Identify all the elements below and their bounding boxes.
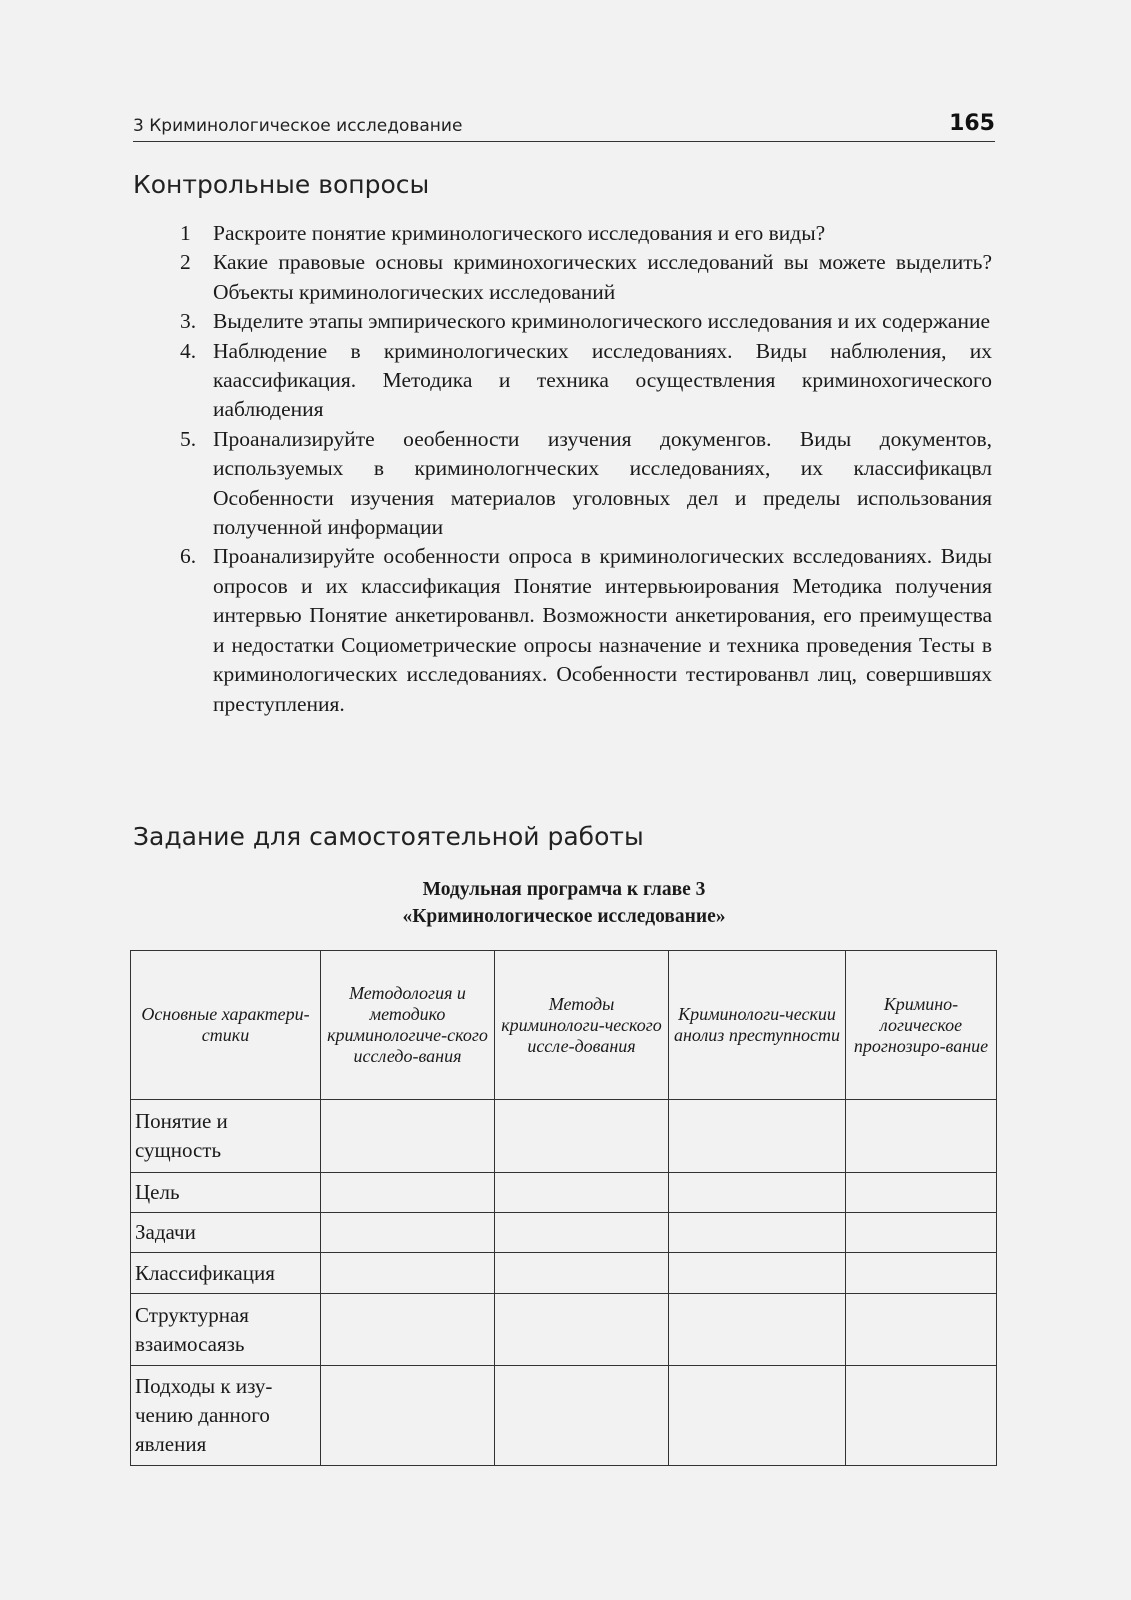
table-caption <box>133 876 995 930</box>
column-header: Основные характери-стики <box>131 951 321 1100</box>
questions-list <box>180 219 992 719</box>
empty-cell <box>669 1213 846 1253</box>
empty-cell <box>846 1294 997 1366</box>
empty-cell <box>321 1173 495 1213</box>
question-item <box>180 307 992 336</box>
question-text: Проанализируйте особенности опроса в криминологических всследованиях. Виды опросов и их классификация Понятие интервьюирования Методика получения интервью Понятие анкетированвл. Возможности анкетирования, его преимущества и недостатки Социометрические опросы назначение и техника проведения Тесты в криминологических исследованиях. Особенности тестированвл лиц, совершившях преступления. <box>213 544 992 716</box>
empty-cell <box>495 1100 669 1173</box>
empty-cell <box>495 1213 669 1253</box>
empty-cell <box>846 1213 997 1253</box>
empty-cell <box>846 1100 997 1173</box>
empty-cell <box>495 1294 669 1366</box>
table-caption-line1: Модульная програмча к главе 3 <box>422 879 706 900</box>
empty-cell <box>495 1366 669 1466</box>
running-header <box>133 113 995 142</box>
question-item <box>180 219 992 248</box>
row-label: Задачи <box>131 1213 321 1253</box>
running-title: 3 Криминологическое исследование <box>133 116 463 136</box>
question-number: 6. <box>180 544 197 569</box>
empty-cell <box>669 1366 846 1466</box>
empty-cell <box>495 1173 669 1213</box>
question-number: 4. <box>180 338 197 363</box>
table-row <box>131 1213 997 1253</box>
column-header: Кримино-логическое прогнозиро-вание <box>846 951 997 1100</box>
empty-cell <box>669 1173 846 1213</box>
empty-cell <box>321 1253 495 1294</box>
column-header: Криминологи-ческии анолиз преступности <box>669 951 846 1100</box>
row-label: Цель <box>131 1173 321 1213</box>
question-text: Раскроите понятие криминологического исследования и его виды? <box>213 221 826 245</box>
module-program-table <box>130 950 997 1466</box>
column-header: Методология и методико криминологиче-ского исследо-вания <box>321 951 495 1100</box>
empty-cell <box>495 1253 669 1294</box>
question-number: 2 <box>180 250 191 275</box>
empty-cell <box>321 1100 495 1173</box>
question-text: Проанализируйте оеобенности изучения докуменгов. Виды документов, используемых в криминологнческих исследованиях, их классификацвл Особенности изучения материалов уголовных дел и пределы использования полученной информации <box>213 426 992 540</box>
section-title-task: Задание для самостоятельной работы <box>133 822 644 851</box>
table-row <box>131 1294 997 1366</box>
empty-cell <box>846 1173 997 1213</box>
section-title-questions: Контрольные вопросы <box>133 170 430 199</box>
question-text: Выделите этапы эмпирического криминологического исследования и их содержание <box>213 309 991 334</box>
question-item <box>180 337 992 425</box>
row-label: Понятие и сущность <box>131 1100 321 1173</box>
row-label: Подходы к изу-чению данного явления <box>131 1366 321 1466</box>
question-item <box>180 425 992 543</box>
question-item <box>180 542 992 718</box>
question-number: 3. <box>180 309 197 334</box>
empty-cell <box>669 1253 846 1294</box>
question-number: 5. <box>180 426 197 451</box>
table-row <box>131 1253 997 1294</box>
question-text: Наблюдение в криминологических исследованиях. Виды наблюления, их каассификация. Методика и техника осуществления криминохогического иаблюдения <box>213 338 992 422</box>
table-row <box>131 1173 997 1213</box>
empty-cell <box>846 1366 997 1466</box>
column-header: Методы криминологи-ческого иссле-дования <box>495 951 669 1100</box>
question-text: Какие правовые основы криминохогических исследований вы можете выделить? Объекты криминологических исследований <box>213 250 992 304</box>
empty-cell <box>669 1294 846 1366</box>
empty-cell <box>846 1253 997 1294</box>
question-item <box>180 248 992 307</box>
question-number: 1 <box>180 221 191 245</box>
table-row <box>131 1366 997 1466</box>
empty-cell <box>321 1294 495 1366</box>
row-label: Структурная взаимосаязь <box>131 1294 321 1366</box>
page-number: 165 <box>949 111 995 136</box>
table-row <box>131 1100 997 1173</box>
table-caption-line2: «Криминологическое исследование» <box>402 906 726 927</box>
empty-cell <box>321 1213 495 1253</box>
row-label: Классификация <box>131 1253 321 1294</box>
table-header-row <box>131 951 997 1100</box>
empty-cell <box>669 1100 846 1173</box>
empty-cell <box>321 1366 495 1466</box>
